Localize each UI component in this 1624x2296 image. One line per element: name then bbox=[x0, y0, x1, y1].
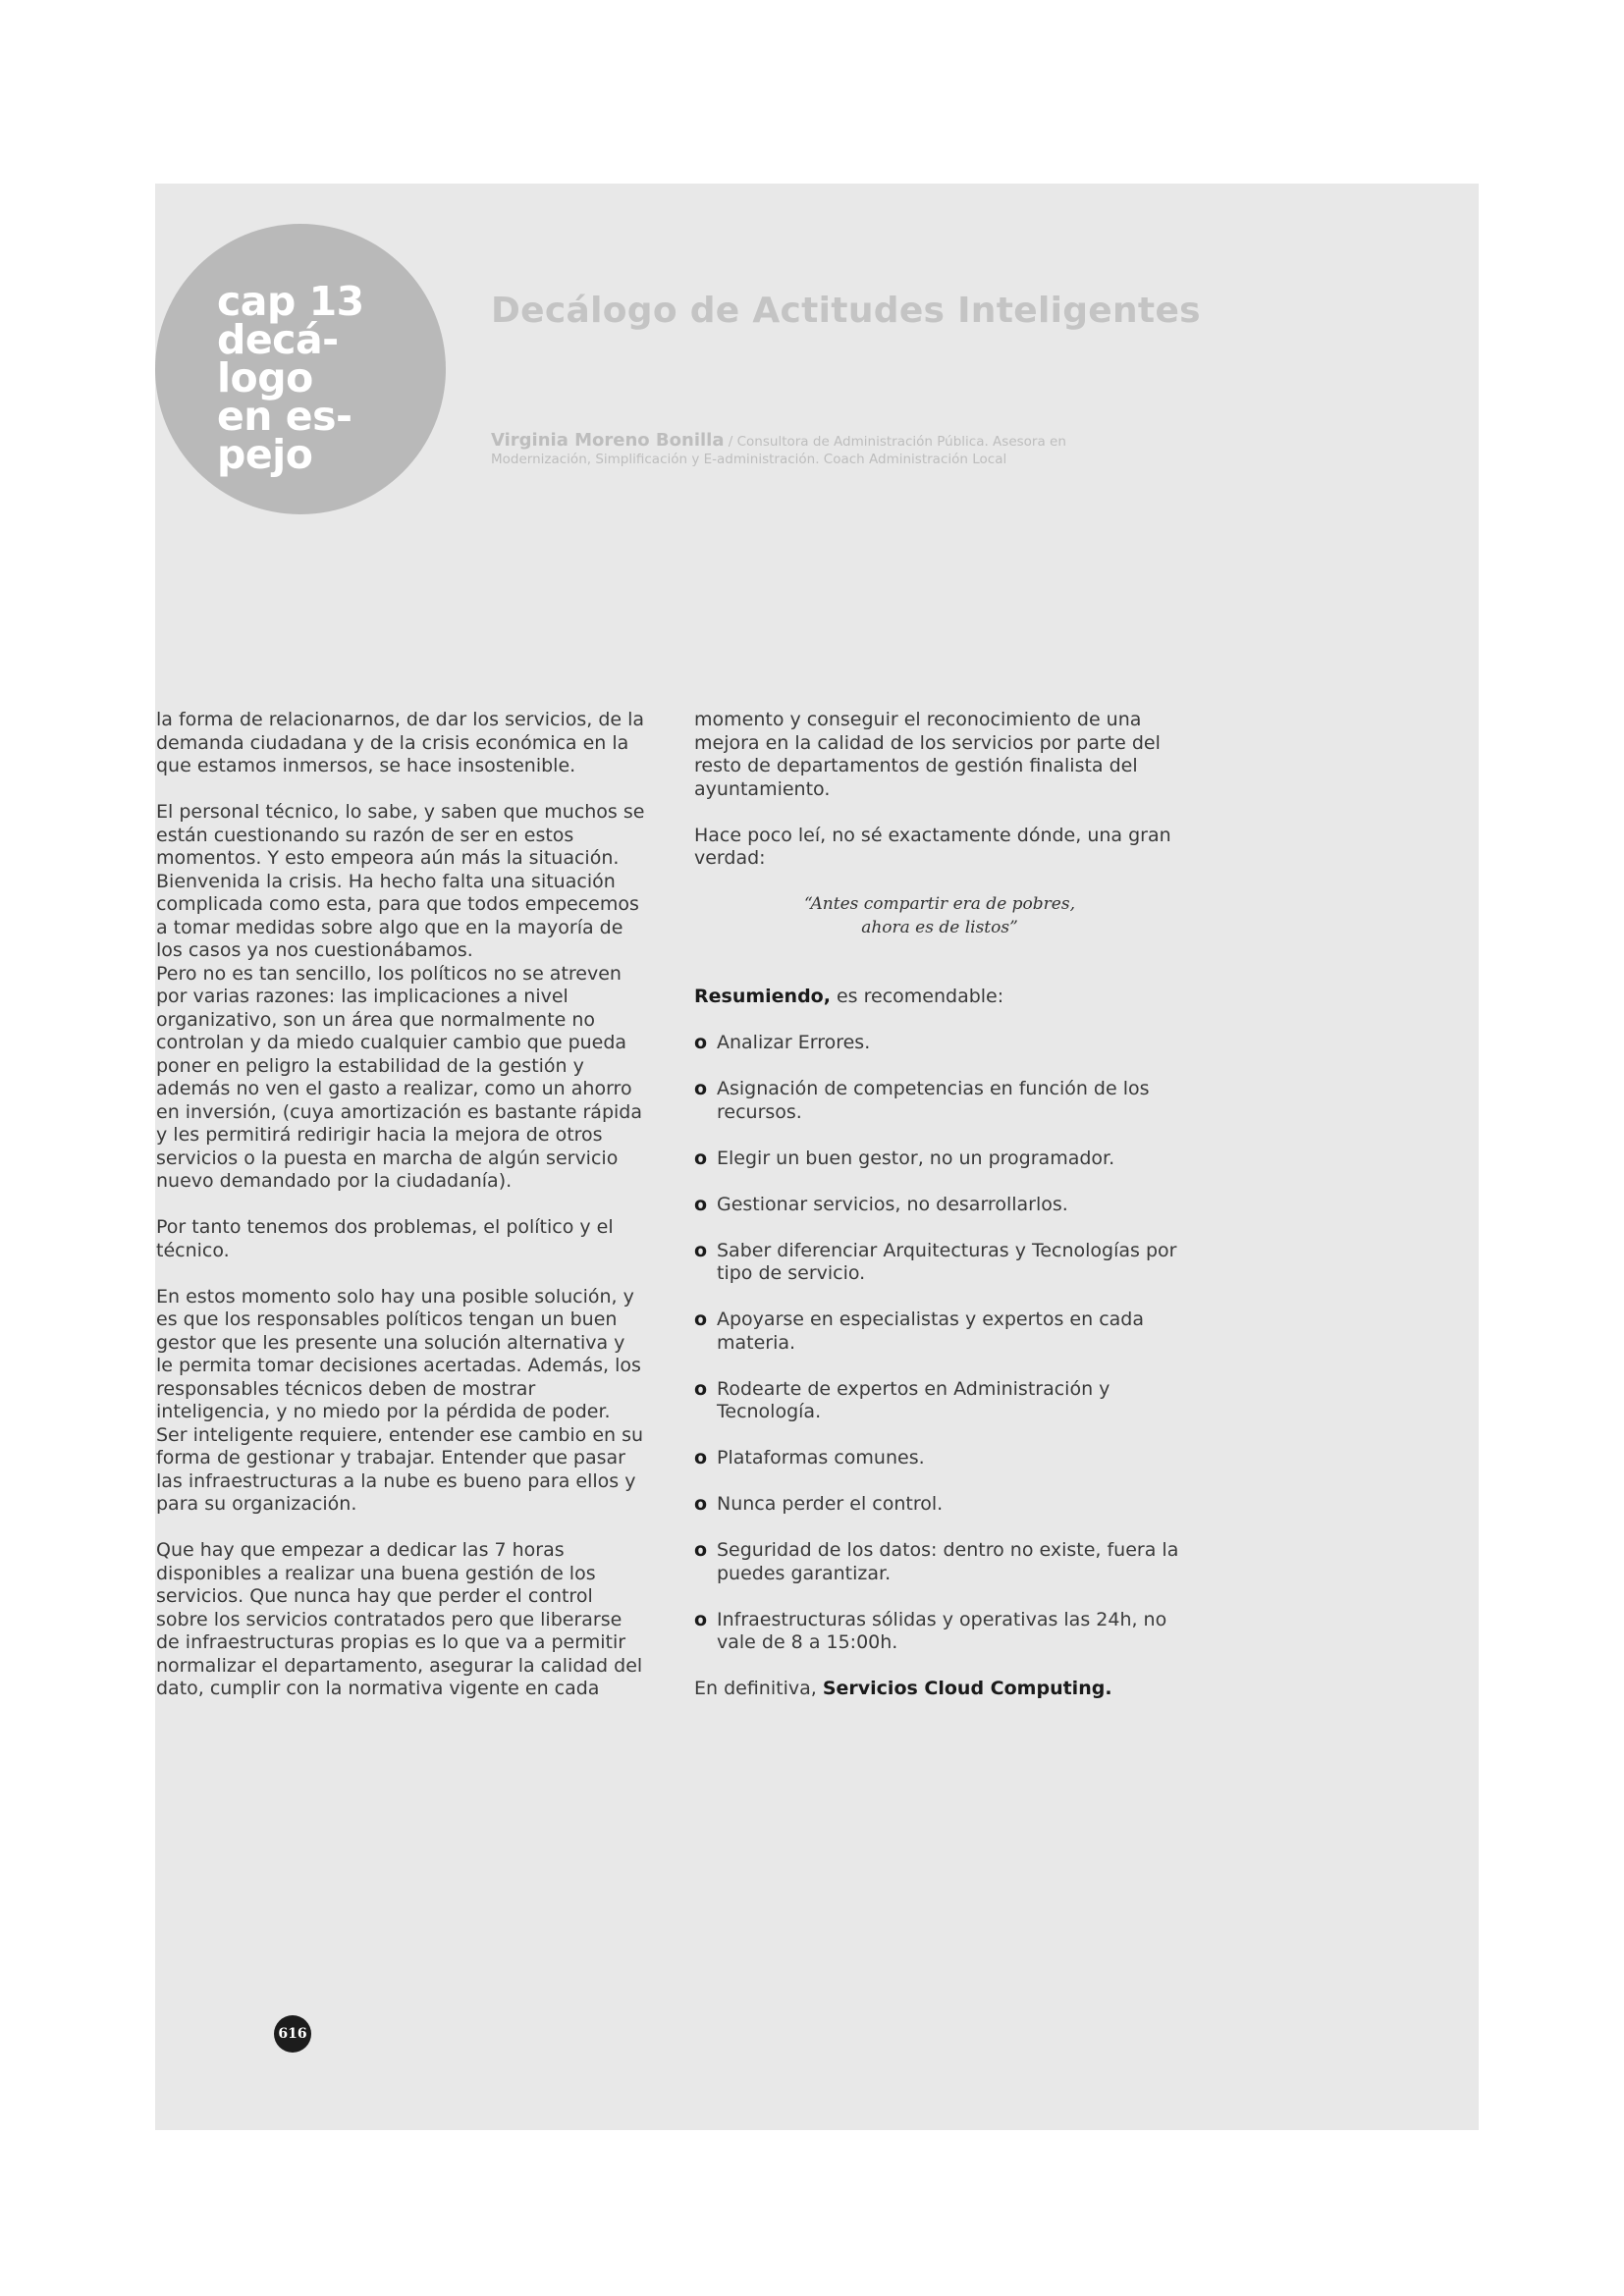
byline-separator: / bbox=[724, 434, 737, 450]
list-item-text: Analizar Errores. bbox=[717, 1032, 871, 1053]
bullet-icon: o bbox=[694, 1377, 708, 1400]
summary-bold: Resumiendo, bbox=[694, 986, 831, 1007]
list-item-text: Rodearte de expertos en Administración y Tecnología. bbox=[717, 1377, 1110, 1422]
list-item bbox=[694, 1148, 1185, 1171]
list-item-text: Nunca perder el control. bbox=[717, 1493, 944, 1515]
list-item bbox=[694, 1493, 1185, 1517]
bullet-icon: o bbox=[694, 1193, 708, 1215]
paragraph: Pero no es tan sencillo, los políticos no se atreven por varias razones: las implicaciones a nivel organizativo, son un área que normalmente no controlan y da miedo cualquier cambio que pueda poner en peligro la estabilidad de la gestión y además no ven el gasto a realizar, como un ahorro en inversión, (cuya amortización es bastante rápida y les permitirá redirigir hacia la mejora de otros servicios o la puesta en marcha de algún servicio nuevo demandado por la ciudadanía). bbox=[156, 962, 642, 1192]
closing-line bbox=[694, 1678, 1185, 1701]
bullet-icon: o bbox=[694, 1493, 708, 1515]
left-column bbox=[156, 709, 647, 1724]
bullet-icon: o bbox=[694, 1447, 708, 1468]
list-item-text: Plataformas comunes. bbox=[717, 1447, 925, 1468]
closing-bold: Servicios Cloud Computing. bbox=[822, 1678, 1112, 1699]
author-name: Virginia Moreno Bonilla bbox=[491, 430, 725, 451]
bullet-icon: o bbox=[694, 1539, 708, 1561]
list-item bbox=[694, 1078, 1185, 1124]
closing-prefix: En definitiva, bbox=[694, 1678, 823, 1699]
list-item bbox=[694, 1447, 1185, 1470]
page-number: 616 bbox=[274, 2015, 311, 2053]
list-item bbox=[694, 1240, 1185, 1286]
byline bbox=[491, 432, 1168, 468]
bullet-icon: o bbox=[694, 1032, 708, 1053]
bullet-icon: o bbox=[694, 1078, 708, 1099]
bullet-icon: o bbox=[694, 1147, 708, 1169]
bullet-icon: o bbox=[694, 1608, 708, 1630]
recommendations-list bbox=[694, 1032, 1185, 1655]
list-item bbox=[694, 1539, 1185, 1585]
quote-line: “Antes compartir era de pobres, bbox=[804, 894, 1075, 914]
bullet-icon: o bbox=[694, 1239, 708, 1261]
list-item-text: Elegir un buen gestor, no un programador. bbox=[717, 1147, 1115, 1169]
author-affiliation: Consultora de Administración Pública. Asesora en Modernización, Simplificación y E-administración. Coach Administración Local bbox=[491, 434, 1066, 467]
list-item-text: Asignación de competencias en función de los recursos. bbox=[717, 1078, 1150, 1123]
paragraph: momento y conseguir el reconocimiento de una mejora en la calidad de los servicios por parte del resto de departamentos de gestión finalista del ayuntamiento. bbox=[694, 709, 1161, 800]
chapter-label: cap 13 decá- logo en es- pejo bbox=[217, 278, 364, 478]
chapter-badge bbox=[155, 224, 446, 514]
right-column bbox=[694, 709, 1185, 1724]
list-item bbox=[694, 1308, 1185, 1355]
paragraph: En estos momento solo hay una posible solución, y es que los responsables políticos tengan un buen gestor que les presente una solución alternativa y le permita tomar decisiones acertadas. Además, los responsables técnicos deben de mostrar inteligencia, y no miedo por la pérdida de poder. Ser inteligente requiere, entender ese cambio en su forma de gestionar y trabajar. Entender que pasar las infraestructuras a la nube es bueno para ellos y para su organización. bbox=[156, 1285, 644, 1515]
pull-quote bbox=[694, 893, 1185, 939]
summary-intro bbox=[694, 986, 1185, 1009]
list-item-text: Gestionar servicios, no desarrollarlos. bbox=[717, 1193, 1068, 1215]
list-item-text: Apoyarse en especialistas y expertos en cada materia. bbox=[717, 1308, 1144, 1354]
paragraph: la forma de relacionarnos, de dar los servicios, de la demanda ciudadana y de la crisis económica en la que estamos inmersos, se hace insostenible. bbox=[156, 709, 645, 776]
list-item bbox=[694, 1378, 1185, 1424]
list-item-text: Infraestructuras sólidas y operativas las 24h, no vale de 8 a 15:00h. bbox=[717, 1608, 1167, 1653]
list-item bbox=[694, 1194, 1185, 1217]
list-item bbox=[694, 1032, 1185, 1055]
list-item-text: Seguridad de los datos: dentro no existe, fuera la puedes garantizar. bbox=[717, 1539, 1179, 1584]
paragraph: Por tanto tenemos dos problemas, el político y el técnico. bbox=[156, 1216, 614, 1261]
article-title: Decálogo de Actitudes Inteligentes bbox=[491, 291, 1201, 331]
quote-line: ahora es de listos” bbox=[861, 917, 1018, 937]
paragraph: El personal técnico, lo sabe, y saben que muchos se están cuestionando su razón de ser en estos momentos. Y esto empeora aún más la situación. Bienvenida la crisis. Ha hecho falta una situación complicada como esta, para que todos empecemos a tomar medidas sobre algo que en la mayoría de los casos ya nos cuestionábamos. bbox=[156, 801, 645, 961]
bullet-icon: o bbox=[694, 1308, 708, 1330]
list-item bbox=[694, 1609, 1185, 1655]
paragraph: Hace poco leí, no sé exactamente dónde, una gran verdad: bbox=[694, 824, 1171, 869]
summary-rest: es recomendable: bbox=[830, 986, 1004, 1007]
paragraph: Que hay que empezar a dedicar las 7 horas disponibles a realizar una buena gestión de los servicios. Que nunca hay que perder el control sobre los servicios contratados pero que liberarse de infraestructuras propias es lo que va a permitir normalizar el departamento, asegurar la calidad del dato, cumplir con la normativa vigente en cada bbox=[156, 1539, 643, 1699]
list-item-text: Saber diferenciar Arquitecturas y Tecnologías por tipo de servicio. bbox=[717, 1239, 1177, 1284]
